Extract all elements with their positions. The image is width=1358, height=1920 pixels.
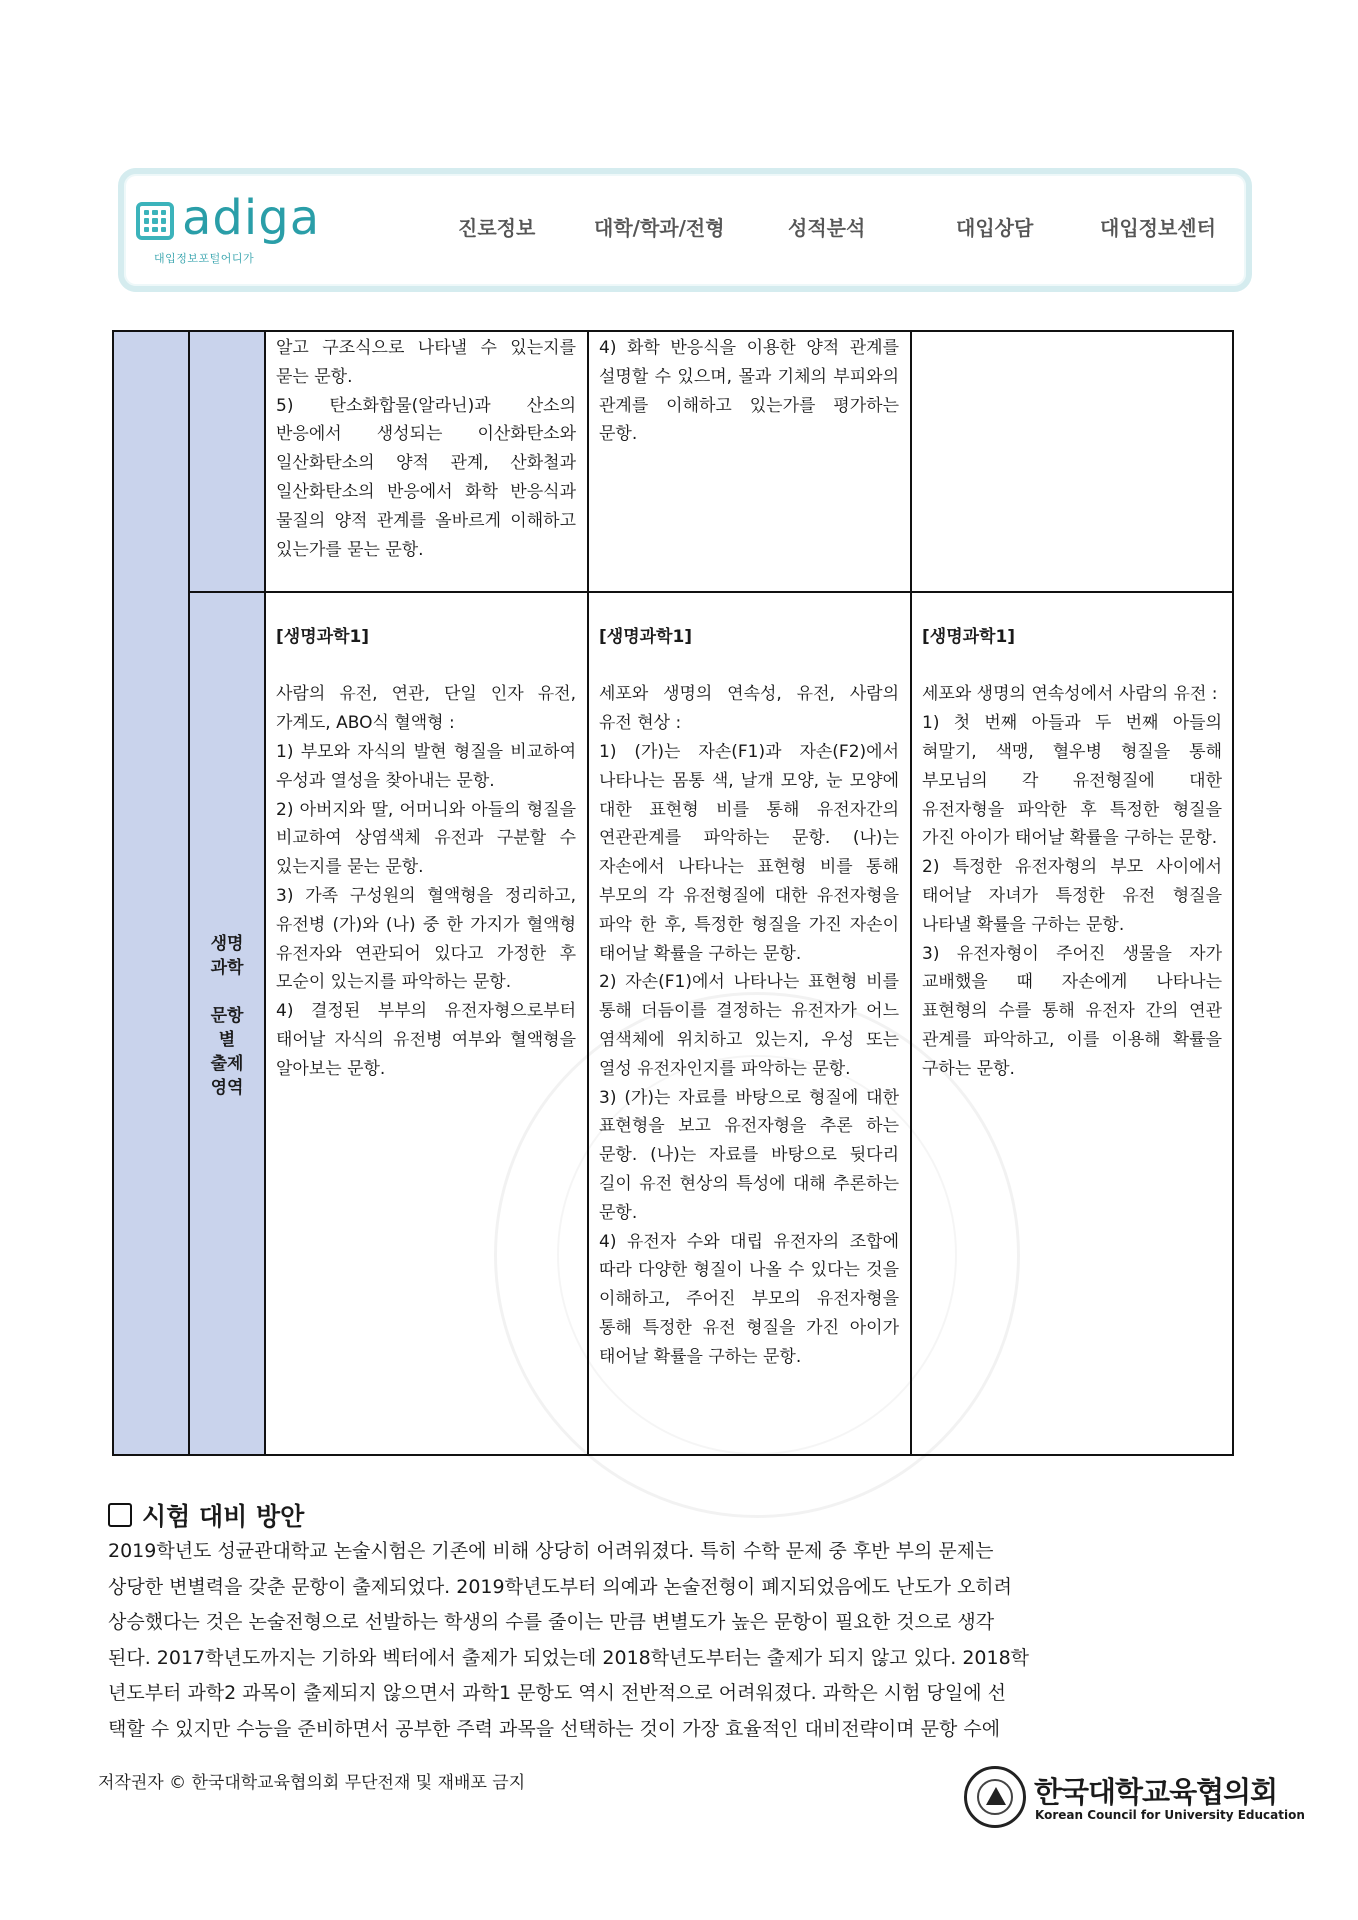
section-body: 2019학년도 성균관대학교 논술시험은 기존에 비해 상당히 어려워졌다. 특히 수학 문제 중 후반 부의 문제는 상당한 변별력을 갖춘 문항이 출제되었다. 2019학년도부터 의예과 논술전형이 폐지되었음에도 난도가 오히려 상승했다는 것은 논술전형으로 선발하는 학생의 수를 줄이는 만큼 변별도가 높은 문항이 필요한 것으로 생각 된다. 2017학년도까지는 기하와 벡터에서 출제가 되었는데 2018학년도부터는 출제가 되지 않고 있다. 2018학 년도부터 과학2 과목이 출제되지 않으면서 과학1 문항도 역시 전반적으로 어려워졌다. 과학은 시험 당일에 선 택할 수 있지만 수능을 준비하면서 공부한 주력 과목을 선택하는 것이 가장 효율적인 대비전략이며 문항 수에	[108, 1540, 1030, 1740]
cell-row1-col2: 4) 화학 반응식을 이용한 양적 관계를 설명할 수 있으며, 몰과 기체의 부피와의 관계를 이해하고 있는가를 평가하는 문항.	[599, 338, 899, 445]
exam-area-table	[112, 330, 1234, 1456]
cell-row1-col1: 알고 구조식으로 나타낼 수 있는지를 묻는 문항. 5) 탄소화합물(알라닌)과 산소의 반응에서 생성되는 이산화탄소와 일산화탄소의 양적 관계, 산화철과 일산화탄소의 반응에서 화학 반응식과 물질의 양적 관계를 올바르게 이해하고 있는가를 묻는 문항.	[276, 338, 576, 560]
section-column	[114, 332, 190, 1454]
seal-icon	[964, 1766, 1026, 1828]
section-label: 생명 과학 문항 별 출제 영역	[210, 934, 244, 1098]
nav-item-score[interactable]: 성적분석	[788, 216, 866, 240]
nav-item-career[interactable]: 진로정보	[458, 216, 536, 240]
nav-item-university[interactable]: 대학/학과/전형	[594, 216, 725, 240]
cell-heading: [생명과학1]	[922, 626, 1016, 647]
cell-body: 세포와 생명의 연속성, 유전, 사람의 유전 현상 : 1) (가)는 자손(F1)과 자손(F2)에서 나타나는 몸통 색, 날개 모양, 눈 모양에 대한 표현형 비를 통해 유전자간의 연관관계를 파악하는 문항. (나)는 자손에서 나타나는 표현형 비를 통해 부모의 각 유전형질에 대한 유전자형을 파악 한 후, 특정한 형질을 가진 자손이 태어날 확률을 구하는 문항. 2) 자손(F1)에서 나타나는 표현형 비를 통해 더듬이를 결정하는 유전자가 어느 염색체에 위치하고 있는지, 우성 또는 열성 유전자인지를 파악하는 문항. 3) (가)는 자료를 바탕으로 형질에 대한 표현형을 보고 유전자형을 추론 하는 문항. (나)는 자료를 바탕으로 뒷다리 길이 유전 현상의 특성에 대해 추론하는 문항. 4) 유전자 수와 대립 유전자의 조합에 따라 다양한 형질이 나올 수 있다는 것을 이해하고, 주어진 부모의 유전자형을 통해 특정한 유전 형질을 가진 아이가 태어날 확률을 구하는 문항.	[599, 684, 899, 1367]
nav-item-info-center[interactable]: 대입정보센터	[1100, 216, 1216, 240]
kcue-logo	[964, 1766, 1305, 1836]
org-name-korean: 한국대학교육협의회	[1034, 1775, 1278, 1809]
cell-row2-col2	[599, 594, 899, 1372]
building-icon	[136, 202, 174, 240]
copyright-notice: 저작권자 © 한국대학교육협의회 무단전재 및 재배포 금지	[98, 1773, 526, 1793]
cell-body: 사람의 유전, 연관, 단일 인자 유전, 가계도, ABO식 혈액형 : 1) 부모와 자식의 발현 형질을 비교하여 우성과 열성을 찾아내는 문항. 2) 아버지와 딸, 어머니와 아들의 형질을 비교하여 상염색체 유전과 구분할 수 있는지를 묻는 문항. 3) 가족 구성원의 혈액형을 정리하고, 유전병 (가)와 (나) 중 한 가지가 혈액형 유전자와 연관되어 있다고 가정한 후 모순이 있는지를 파악하는 문항. 4) 결정된 부부의 유전자형으로부터 태어날 자식의 유전병 여부와 혈액형을 알아보는 문항.	[276, 684, 576, 1079]
column-divider	[910, 332, 912, 1454]
cell-heading: [생명과학1]	[276, 626, 370, 647]
nav-item-consult[interactable]: 대입상담	[956, 216, 1034, 240]
header-banner	[118, 168, 1252, 292]
logo-tagline: 대입정보포털어디가	[154, 252, 255, 265]
row-divider	[190, 591, 1234, 593]
cell-row2-col1	[276, 594, 576, 1084]
column-divider	[587, 332, 589, 1454]
cell-body: 세포와 생명의 연속성에서 사람의 유전 : 1) 첫 번째 아들과 두 번째 아들의 혀말기, 색맹, 혈우병 형질을 통해 부모님의 각 유전형질에 대한 유전자형을 파악한 후 특정한 형질을 가진 아이가 태어날 확률을 구하는 문항. 2) 특정한 유전자형의 부모 사이에서 태어날 자녀가 특정한 유전 형질을 나타낼 확률을 구하는 문항. 3) 유전자형이 주어진 생물을 자가 교배했을 때 자손에게 나타나는 표현형의 수를 통해 유전자 간의 연관 관계를 파악하고, 이를 이용해 확률을 구하는 문항.	[922, 684, 1222, 1079]
section-heading	[108, 1497, 304, 1533]
checkbox-icon	[108, 1503, 132, 1527]
logo-wordmark: adiga	[182, 190, 321, 246]
section-title: 시험 대비 방안	[142, 1502, 305, 1531]
subject-column	[190, 332, 266, 1454]
cell-heading: [생명과학1]	[599, 626, 693, 647]
org-name-english: Korean Council for University Education	[1035, 1808, 1305, 1822]
adiga-logo[interactable]	[136, 192, 356, 270]
cell-row2-col3	[922, 594, 1222, 1084]
